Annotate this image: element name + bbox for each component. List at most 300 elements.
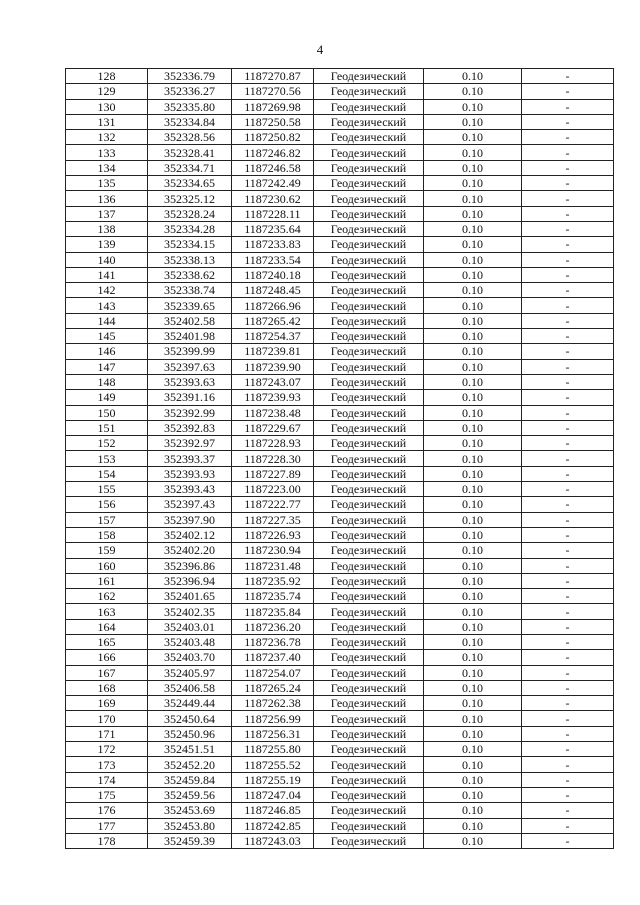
x-coordinate-cell: 352402.58 <box>148 313 232 328</box>
accuracy-cell: 0.10 <box>424 558 522 573</box>
table-row <box>66 99 614 114</box>
note-cell: - <box>522 604 614 619</box>
x-coordinate-cell: 352334.28 <box>148 221 232 236</box>
table-row <box>66 634 614 649</box>
x-coordinate-cell: 352391.16 <box>148 390 232 405</box>
y-coordinate-cell: 1187269.98 <box>232 99 314 114</box>
method-cell: Геодезический <box>314 711 424 726</box>
accuracy-cell: 0.10 <box>424 573 522 588</box>
x-coordinate-cell: 352334.15 <box>148 237 232 252</box>
x-coordinate-cell: 352405.97 <box>148 665 232 680</box>
method-cell: Геодезический <box>314 772 424 787</box>
table-row <box>66 267 614 282</box>
note-cell: - <box>522 497 614 512</box>
x-coordinate-cell: 352392.83 <box>148 420 232 435</box>
table-row <box>66 711 614 726</box>
x-coordinate-cell: 352449.44 <box>148 696 232 711</box>
note-cell: - <box>522 359 614 374</box>
y-coordinate-cell: 1187265.24 <box>232 680 314 695</box>
note-cell: - <box>522 221 614 236</box>
note-cell: - <box>522 634 614 649</box>
table-row <box>66 313 614 328</box>
y-coordinate-cell: 1187242.85 <box>232 818 314 833</box>
table-row <box>66 619 614 634</box>
table-row <box>66 803 614 818</box>
accuracy-cell: 0.10 <box>424 114 522 129</box>
x-coordinate-cell: 352325.12 <box>148 191 232 206</box>
x-coordinate-cell: 352403.01 <box>148 619 232 634</box>
accuracy-cell: 0.10 <box>424 833 522 848</box>
note-cell: - <box>522 711 614 726</box>
method-cell: Геодезический <box>314 313 424 328</box>
table-row <box>66 145 614 160</box>
y-coordinate-cell: 1187233.83 <box>232 237 314 252</box>
accuracy-cell: 0.10 <box>424 527 522 542</box>
accuracy-cell: 0.10 <box>424 543 522 558</box>
y-coordinate-cell: 1187256.31 <box>232 726 314 741</box>
y-coordinate-cell: 1187235.84 <box>232 604 314 619</box>
table-row <box>66 726 614 741</box>
accuracy-cell: 0.10 <box>424 589 522 604</box>
method-cell: Геодезический <box>314 803 424 818</box>
point-number-cell: 169 <box>66 696 148 711</box>
method-cell: Геодезический <box>314 191 424 206</box>
y-coordinate-cell: 1187227.89 <box>232 466 314 481</box>
point-number-cell: 139 <box>66 237 148 252</box>
table-row <box>66 329 614 344</box>
x-coordinate-cell: 352393.37 <box>148 451 232 466</box>
point-number-cell: 140 <box>66 252 148 267</box>
x-coordinate-cell: 352402.35 <box>148 604 232 619</box>
note-cell: - <box>522 420 614 435</box>
accuracy-cell: 0.10 <box>424 359 522 374</box>
point-number-cell: 147 <box>66 359 148 374</box>
note-cell: - <box>522 680 614 695</box>
table-row <box>66 69 614 84</box>
table-row <box>66 482 614 497</box>
method-cell: Геодезический <box>314 436 424 451</box>
note-cell: - <box>522 787 614 802</box>
note-cell: - <box>522 99 614 114</box>
method-cell: Геодезический <box>314 160 424 175</box>
x-coordinate-cell: 352336.27 <box>148 84 232 99</box>
note-cell: - <box>522 650 614 665</box>
note-cell: - <box>522 757 614 772</box>
table-row <box>66 114 614 129</box>
accuracy-cell: 0.10 <box>424 405 522 420</box>
table-row <box>66 344 614 359</box>
note-cell: - <box>522 237 614 252</box>
method-cell: Геодезический <box>314 466 424 481</box>
table-row <box>66 206 614 221</box>
accuracy-cell: 0.10 <box>424 619 522 634</box>
note-cell: - <box>522 466 614 481</box>
note-cell: - <box>522 589 614 604</box>
method-cell: Геодезический <box>314 237 424 252</box>
note-cell: - <box>522 742 614 757</box>
table-row <box>66 374 614 389</box>
point-number-cell: 128 <box>66 69 148 84</box>
method-cell: Геодезический <box>314 267 424 282</box>
accuracy-cell: 0.10 <box>424 191 522 206</box>
method-cell: Геодезический <box>314 329 424 344</box>
point-number-cell: 151 <box>66 420 148 435</box>
note-cell: - <box>522 130 614 145</box>
note-cell: - <box>522 206 614 221</box>
table-row <box>66 130 614 145</box>
note-cell: - <box>522 696 614 711</box>
table-row <box>66 772 614 787</box>
table-row <box>66 589 614 604</box>
y-coordinate-cell: 1187239.90 <box>232 359 314 374</box>
y-coordinate-cell: 1187228.30 <box>232 451 314 466</box>
note-cell: - <box>522 298 614 313</box>
method-cell: Геодезический <box>314 726 424 741</box>
y-coordinate-cell: 1187248.45 <box>232 283 314 298</box>
y-coordinate-cell: 1187250.82 <box>232 130 314 145</box>
y-coordinate-cell: 1187236.20 <box>232 619 314 634</box>
point-number-cell: 133 <box>66 145 148 160</box>
point-number-cell: 149 <box>66 390 148 405</box>
note-cell: - <box>522 451 614 466</box>
note-cell: - <box>522 252 614 267</box>
method-cell: Геодезический <box>314 221 424 236</box>
accuracy-cell: 0.10 <box>424 221 522 236</box>
x-coordinate-cell: 352406.58 <box>148 680 232 695</box>
point-number-cell: 165 <box>66 634 148 649</box>
note-cell: - <box>522 405 614 420</box>
accuracy-cell: 0.10 <box>424 803 522 818</box>
point-number-cell: 157 <box>66 512 148 527</box>
accuracy-cell: 0.10 <box>424 344 522 359</box>
x-coordinate-cell: 352396.94 <box>148 573 232 588</box>
accuracy-cell: 0.10 <box>424 130 522 145</box>
note-cell: - <box>522 267 614 282</box>
accuracy-cell: 0.10 <box>424 604 522 619</box>
accuracy-cell: 0.10 <box>424 206 522 221</box>
table-row <box>66 283 614 298</box>
method-cell: Геодезический <box>314 99 424 114</box>
x-coordinate-cell: 352334.84 <box>148 114 232 129</box>
y-coordinate-cell: 1187223.00 <box>232 482 314 497</box>
y-coordinate-cell: 1187239.93 <box>232 390 314 405</box>
accuracy-cell: 0.10 <box>424 298 522 313</box>
point-number-cell: 135 <box>66 176 148 191</box>
method-cell: Геодезический <box>314 757 424 772</box>
point-number-cell: 161 <box>66 573 148 588</box>
point-number-cell: 154 <box>66 466 148 481</box>
x-coordinate-cell: 352397.63 <box>148 359 232 374</box>
point-number-cell: 160 <box>66 558 148 573</box>
point-number-cell: 150 <box>66 405 148 420</box>
note-cell: - <box>522 527 614 542</box>
point-number-cell: 136 <box>66 191 148 206</box>
method-cell: Геодезический <box>314 176 424 191</box>
table-row <box>66 176 614 191</box>
x-coordinate-cell: 352338.74 <box>148 283 232 298</box>
method-cell: Геодезический <box>314 680 424 695</box>
y-coordinate-cell: 1187229.67 <box>232 420 314 435</box>
x-coordinate-cell: 352392.99 <box>148 405 232 420</box>
x-coordinate-cell: 352399.99 <box>148 344 232 359</box>
table-row <box>66 221 614 236</box>
y-coordinate-cell: 1187243.03 <box>232 833 314 848</box>
x-coordinate-cell: 352401.65 <box>148 589 232 604</box>
point-number-cell: 173 <box>66 757 148 772</box>
y-coordinate-cell: 1187265.42 <box>232 313 314 328</box>
accuracy-cell: 0.10 <box>424 711 522 726</box>
point-number-cell: 178 <box>66 833 148 848</box>
point-number-cell: 130 <box>66 99 148 114</box>
x-coordinate-cell: 352328.56 <box>148 130 232 145</box>
table-row <box>66 512 614 527</box>
y-coordinate-cell: 1187235.74 <box>232 589 314 604</box>
y-coordinate-cell: 1187237.40 <box>232 650 314 665</box>
accuracy-cell: 0.10 <box>424 313 522 328</box>
note-cell: - <box>522 803 614 818</box>
method-cell: Геодезический <box>314 252 424 267</box>
accuracy-cell: 0.10 <box>424 665 522 680</box>
note-cell: - <box>522 313 614 328</box>
point-number-cell: 131 <box>66 114 148 129</box>
point-number-cell: 172 <box>66 742 148 757</box>
note-cell: - <box>522 329 614 344</box>
note-cell: - <box>522 374 614 389</box>
y-coordinate-cell: 1187235.64 <box>232 221 314 236</box>
y-coordinate-cell: 1187246.58 <box>232 160 314 175</box>
point-number-cell: 162 <box>66 589 148 604</box>
note-cell: - <box>522 482 614 497</box>
note-cell: - <box>522 84 614 99</box>
coordinates-table <box>65 68 614 849</box>
table-row <box>66 665 614 680</box>
point-number-cell: 155 <box>66 482 148 497</box>
note-cell: - <box>522 558 614 573</box>
y-coordinate-cell: 1187226.93 <box>232 527 314 542</box>
method-cell: Геодезический <box>314 818 424 833</box>
note-cell: - <box>522 726 614 741</box>
table-row <box>66 420 614 435</box>
method-cell: Геодезический <box>314 833 424 848</box>
y-coordinate-cell: 1187254.37 <box>232 329 314 344</box>
note-cell: - <box>522 390 614 405</box>
y-coordinate-cell: 1187250.58 <box>232 114 314 129</box>
note-cell: - <box>522 573 614 588</box>
point-number-cell: 137 <box>66 206 148 221</box>
method-cell: Геодезический <box>314 512 424 527</box>
point-number-cell: 176 <box>66 803 148 818</box>
method-cell: Геодезический <box>314 359 424 374</box>
method-cell: Геодезический <box>314 787 424 802</box>
x-coordinate-cell: 352338.62 <box>148 267 232 282</box>
point-number-cell: 148 <box>66 374 148 389</box>
note-cell: - <box>522 833 614 848</box>
method-cell: Геодезический <box>314 130 424 145</box>
page-number: 4 <box>316 42 324 57</box>
accuracy-cell: 0.10 <box>424 772 522 787</box>
y-coordinate-cell: 1187256.99 <box>232 711 314 726</box>
accuracy-cell: 0.10 <box>424 742 522 757</box>
y-coordinate-cell: 1187270.87 <box>232 69 314 84</box>
table-row <box>66 497 614 512</box>
y-coordinate-cell: 1187227.35 <box>232 512 314 527</box>
accuracy-cell: 0.10 <box>424 329 522 344</box>
accuracy-cell: 0.10 <box>424 420 522 435</box>
y-coordinate-cell: 1187266.96 <box>232 298 314 313</box>
note-cell: - <box>522 543 614 558</box>
x-coordinate-cell: 352396.86 <box>148 558 232 573</box>
y-coordinate-cell: 1187222.77 <box>232 497 314 512</box>
table-row <box>66 298 614 313</box>
x-coordinate-cell: 352401.98 <box>148 329 232 344</box>
y-coordinate-cell: 1187239.81 <box>232 344 314 359</box>
method-cell: Геодезический <box>314 527 424 542</box>
accuracy-cell: 0.10 <box>424 436 522 451</box>
y-coordinate-cell: 1187228.93 <box>232 436 314 451</box>
table-row <box>66 757 614 772</box>
y-coordinate-cell: 1187270.56 <box>232 84 314 99</box>
accuracy-cell: 0.10 <box>424 482 522 497</box>
point-number-cell: 177 <box>66 818 148 833</box>
accuracy-cell: 0.10 <box>424 145 522 160</box>
x-coordinate-cell: 352336.79 <box>148 69 232 84</box>
method-cell: Геодезический <box>314 344 424 359</box>
x-coordinate-cell: 352334.65 <box>148 176 232 191</box>
x-coordinate-cell: 352402.12 <box>148 527 232 542</box>
y-coordinate-cell: 1187235.92 <box>232 573 314 588</box>
x-coordinate-cell: 352403.48 <box>148 634 232 649</box>
method-cell: Геодезический <box>314 573 424 588</box>
y-coordinate-cell: 1187246.85 <box>232 803 314 818</box>
x-coordinate-cell: 352397.43 <box>148 497 232 512</box>
method-cell: Геодезический <box>314 497 424 512</box>
accuracy-cell: 0.10 <box>424 267 522 282</box>
method-cell: Геодезический <box>314 650 424 665</box>
accuracy-cell: 0.10 <box>424 680 522 695</box>
method-cell: Геодезический <box>314 634 424 649</box>
table-row <box>66 405 614 420</box>
table-row <box>66 390 614 405</box>
table-row <box>66 558 614 573</box>
method-cell: Геодезический <box>314 405 424 420</box>
note-cell: - <box>522 283 614 298</box>
table-row <box>66 527 614 542</box>
table-row <box>66 833 614 848</box>
x-coordinate-cell: 352393.63 <box>148 374 232 389</box>
table-row <box>66 252 614 267</box>
point-number-cell: 171 <box>66 726 148 741</box>
method-cell: Геодезический <box>314 206 424 221</box>
table-row <box>66 543 614 558</box>
point-number-cell: 167 <box>66 665 148 680</box>
method-cell: Геодезический <box>314 604 424 619</box>
method-cell: Геодезический <box>314 298 424 313</box>
accuracy-cell: 0.10 <box>424 757 522 772</box>
point-number-cell: 132 <box>66 130 148 145</box>
note-cell: - <box>522 176 614 191</box>
x-coordinate-cell: 352452.20 <box>148 757 232 772</box>
accuracy-cell: 0.10 <box>424 466 522 481</box>
table-row <box>66 787 614 802</box>
point-number-cell: 142 <box>66 283 148 298</box>
table-row <box>66 696 614 711</box>
y-coordinate-cell: 1187255.19 <box>232 772 314 787</box>
y-coordinate-cell: 1187246.82 <box>232 145 314 160</box>
x-coordinate-cell: 352403.70 <box>148 650 232 665</box>
method-cell: Геодезический <box>314 558 424 573</box>
table-row <box>66 191 614 206</box>
accuracy-cell: 0.10 <box>424 176 522 191</box>
y-coordinate-cell: 1187230.62 <box>232 191 314 206</box>
point-number-cell: 163 <box>66 604 148 619</box>
method-cell: Геодезический <box>314 145 424 160</box>
method-cell: Геодезический <box>314 420 424 435</box>
accuracy-cell: 0.10 <box>424 726 522 741</box>
point-number-cell: 175 <box>66 787 148 802</box>
y-coordinate-cell: 1187243.07 <box>232 374 314 389</box>
method-cell: Геодезический <box>314 589 424 604</box>
y-coordinate-cell: 1187230.94 <box>232 543 314 558</box>
point-number-cell: 152 <box>66 436 148 451</box>
accuracy-cell: 0.10 <box>424 787 522 802</box>
method-cell: Геодезический <box>314 742 424 757</box>
point-number-cell: 170 <box>66 711 148 726</box>
method-cell: Геодезический <box>314 283 424 298</box>
table-row <box>66 436 614 451</box>
method-cell: Геодезический <box>314 114 424 129</box>
point-number-cell: 156 <box>66 497 148 512</box>
table-row <box>66 573 614 588</box>
point-number-cell: 158 <box>66 527 148 542</box>
x-coordinate-cell: 352450.96 <box>148 726 232 741</box>
point-number-cell: 141 <box>66 267 148 282</box>
coordinates-table-body <box>66 69 614 849</box>
method-cell: Геодезический <box>314 543 424 558</box>
y-coordinate-cell: 1187242.49 <box>232 176 314 191</box>
point-number-cell: 129 <box>66 84 148 99</box>
accuracy-cell: 0.10 <box>424 512 522 527</box>
point-number-cell: 134 <box>66 160 148 175</box>
method-cell: Геодезический <box>314 451 424 466</box>
x-coordinate-cell: 352335.80 <box>148 99 232 114</box>
note-cell: - <box>522 69 614 84</box>
accuracy-cell: 0.10 <box>424 451 522 466</box>
y-coordinate-cell: 1187236.78 <box>232 634 314 649</box>
x-coordinate-cell: 352338.13 <box>148 252 232 267</box>
note-cell: - <box>522 160 614 175</box>
accuracy-cell: 0.10 <box>424 69 522 84</box>
point-number-cell: 168 <box>66 680 148 695</box>
y-coordinate-cell: 1187233.54 <box>232 252 314 267</box>
x-coordinate-cell: 352402.20 <box>148 543 232 558</box>
table-row <box>66 359 614 374</box>
accuracy-cell: 0.10 <box>424 818 522 833</box>
accuracy-cell: 0.10 <box>424 252 522 267</box>
point-number-cell: 138 <box>66 221 148 236</box>
note-cell: - <box>522 344 614 359</box>
point-number-cell: 164 <box>66 619 148 634</box>
x-coordinate-cell: 352393.93 <box>148 466 232 481</box>
x-coordinate-cell: 352453.69 <box>148 803 232 818</box>
method-cell: Геодезический <box>314 69 424 84</box>
table-row <box>66 680 614 695</box>
x-coordinate-cell: 352328.41 <box>148 145 232 160</box>
accuracy-cell: 0.10 <box>424 650 522 665</box>
accuracy-cell: 0.10 <box>424 634 522 649</box>
point-number-cell: 143 <box>66 298 148 313</box>
note-cell: - <box>522 436 614 451</box>
note-cell: - <box>522 114 614 129</box>
